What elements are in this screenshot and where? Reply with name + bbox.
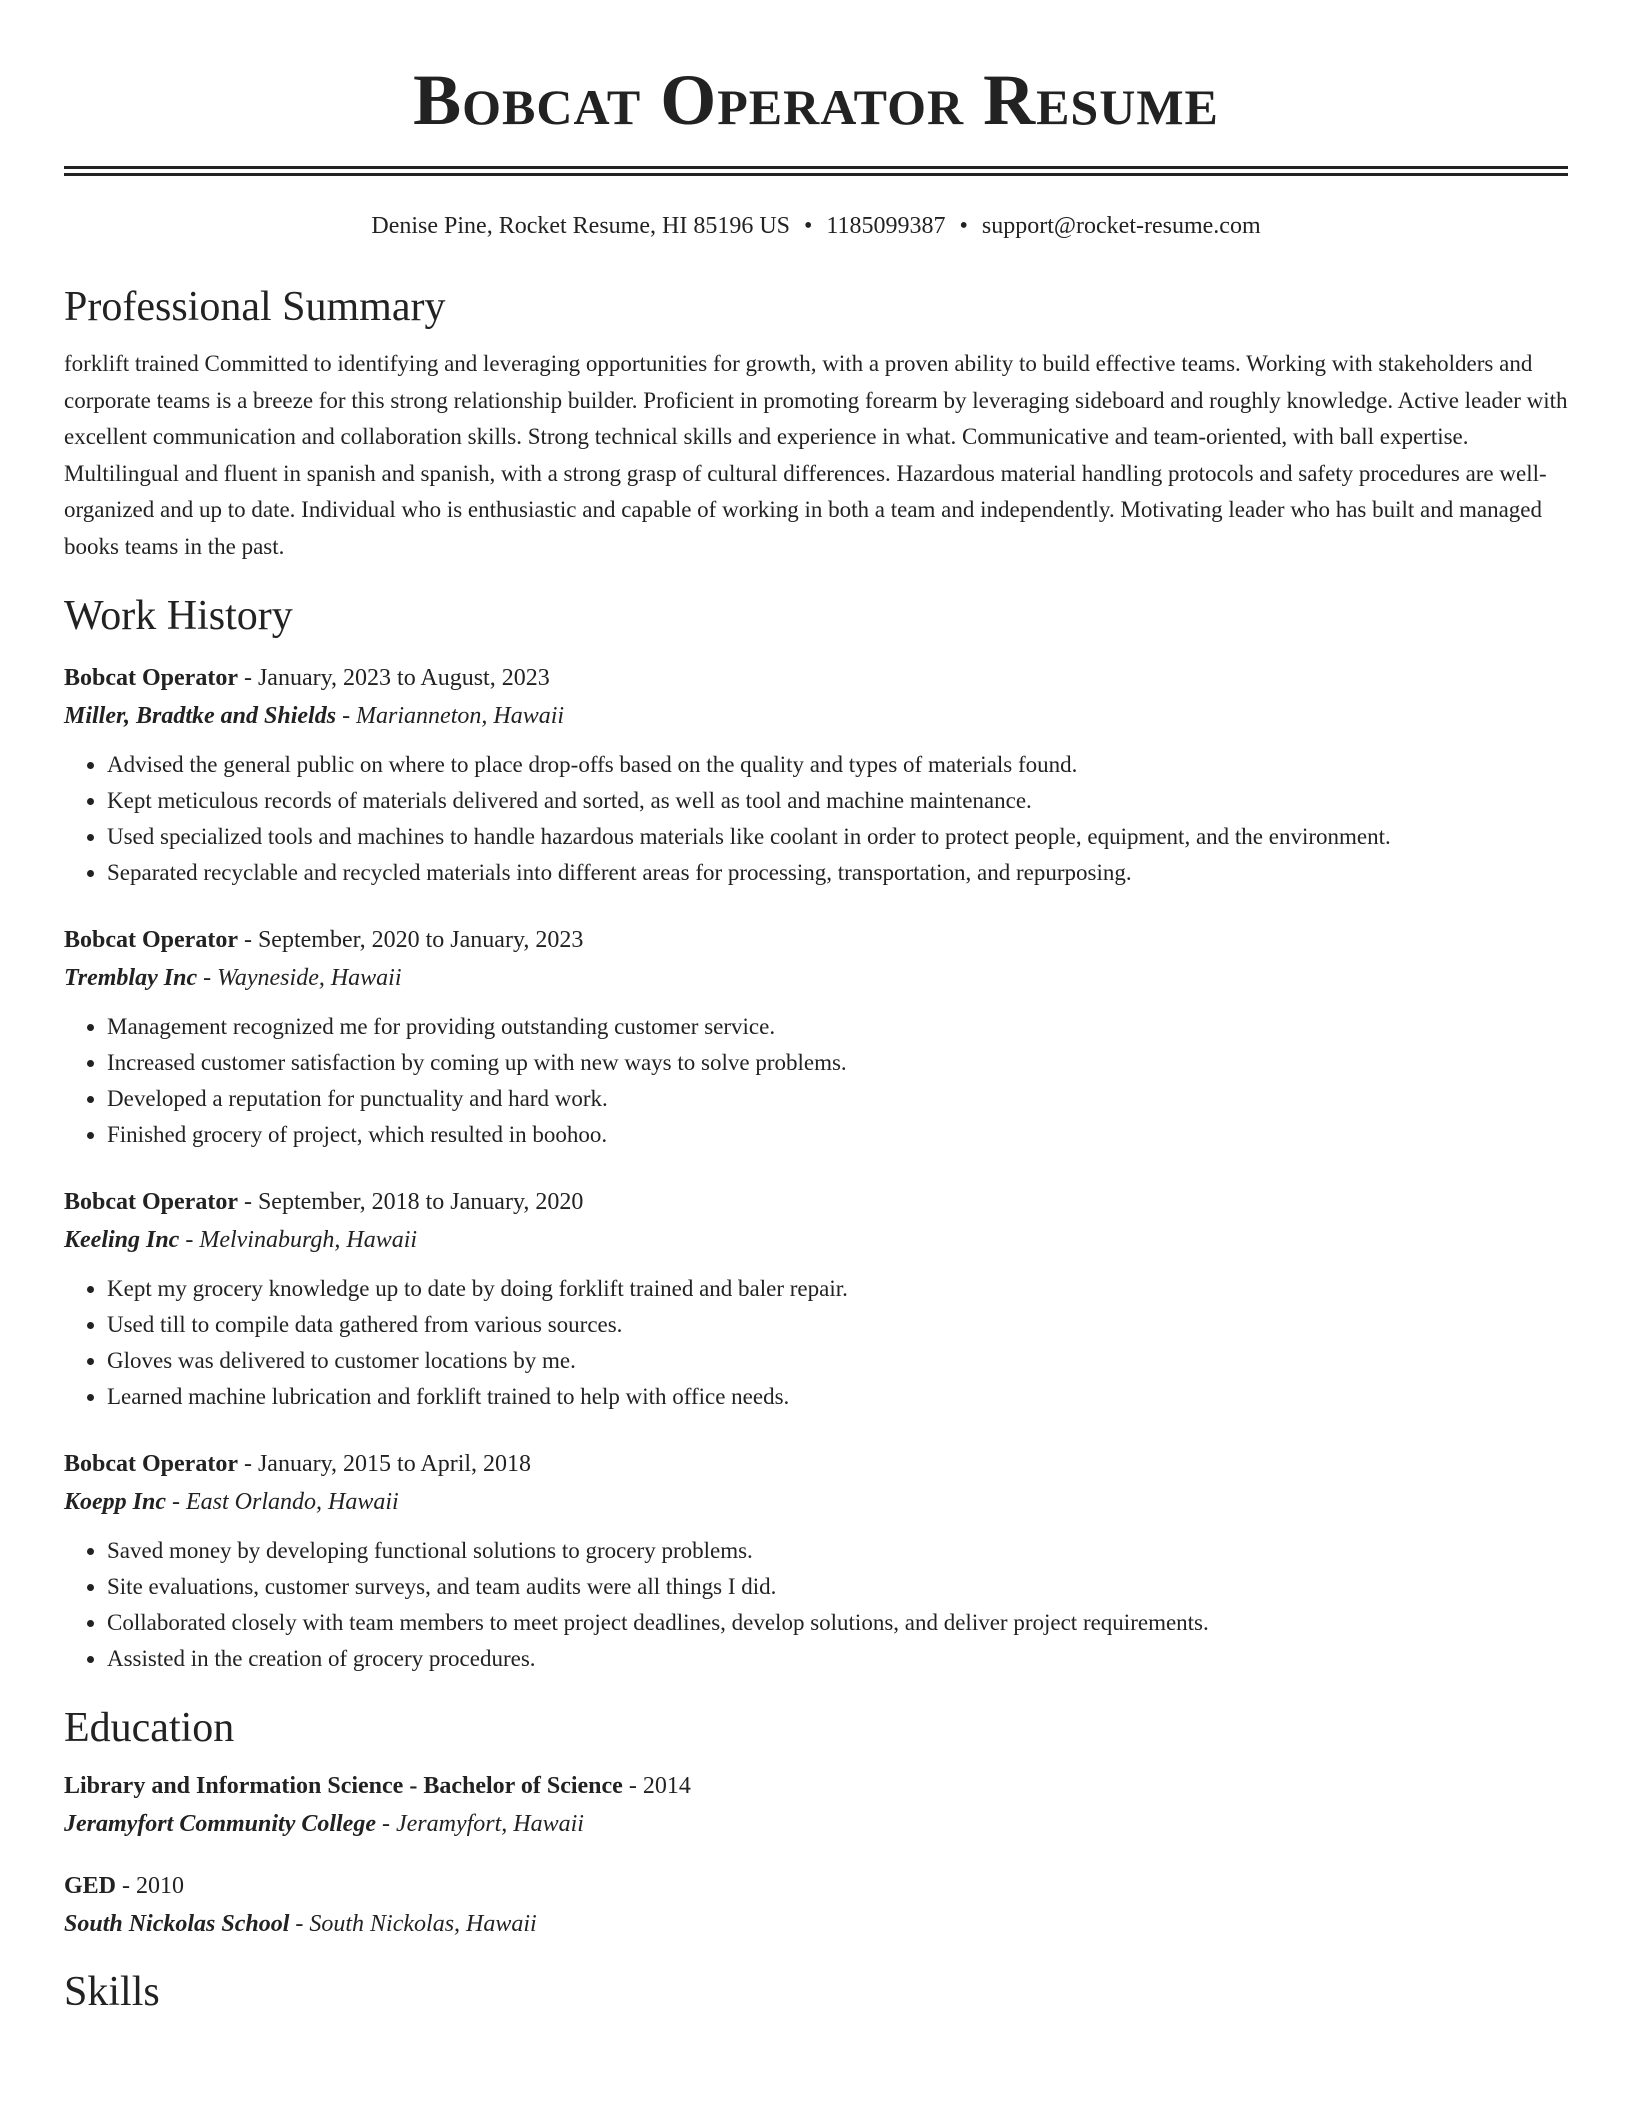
company-line <box>64 959 1568 997</box>
job-entry <box>64 1445 1568 1677</box>
school-name: South Nickolas School <box>64 1911 290 1937</box>
work-history-heading: Work History <box>64 593 293 639</box>
job-duties <box>64 1533 1568 1677</box>
company-location: - Melvinaburgh, Hawaii <box>179 1227 418 1253</box>
duty-item: • Separated recyclable and recycled materials into different areas for processing, transportation, and repurposing. <box>107 855 1568 891</box>
school-line <box>64 1905 1568 1943</box>
company-line <box>64 1221 1568 1259</box>
job-title: Bobcat Operator <box>64 1451 238 1477</box>
company-name: Keeling Inc <box>64 1227 180 1253</box>
duty-item: • Management recognized me for providing outstanding customer service. <box>107 1009 1568 1045</box>
job-dates: - September, 2018 to January, 2020 <box>237 1189 584 1215</box>
duty-item: • Learned machine lubrication and forklift trained to help with office needs. <box>107 1379 1568 1415</box>
duty-item: • Developed a reputation for punctuality and hard work. <box>107 1081 1568 1117</box>
duty-item: • Increased customer satisfaction by coming up with new ways to solve problems. <box>107 1045 1568 1081</box>
job-title: Bobcat Operator <box>64 927 238 953</box>
job-entry <box>64 659 1568 891</box>
company-location: - Wayneside, Hawaii <box>197 965 402 991</box>
duty-item: • Used specialized tools and machines to handle hazardous materials like coolant in order to protect people, equipment, and the environment. <box>107 819 1568 855</box>
duty-item: • Assisted in the creation of grocery procedures. <box>107 1641 1568 1677</box>
contact-line <box>64 210 1568 242</box>
job-dates: - September, 2020 to January, 2023 <box>237 927 584 953</box>
duty-item: • Finished grocery of project, which resulted in boohoo. <box>107 1117 1568 1153</box>
job-dates: - January, 2023 to August, 2023 <box>237 665 550 691</box>
skills-heading: Skills <box>64 1969 160 2015</box>
company-location: - Marianneton, Hawaii <box>336 703 565 729</box>
company-name: Miller, Bradtke and Shields <box>64 703 337 729</box>
contact-separator: • <box>804 213 813 239</box>
education-entry <box>64 1867 1568 1943</box>
contact-separator: • <box>959 213 968 239</box>
company-location: - East Orlando, Hawaii <box>166 1489 399 1515</box>
job-title: Bobcat Operator <box>64 1189 238 1215</box>
duty-item: • Kept my grocery knowledge up to date by doing forklift trained and baler repair. <box>107 1271 1568 1307</box>
company-name: Koepp Inc <box>64 1489 166 1515</box>
job-dates: - January, 2015 to April, 2018 <box>237 1451 532 1477</box>
duty-item: • Kept meticulous records of materials delivered and sorted, as well as tool and machine maintenance. <box>107 783 1568 819</box>
degree-year: - 2014 <box>622 1773 691 1799</box>
job-duties <box>64 1271 1568 1415</box>
duty-item: • Used till to compile data gathered from various sources. <box>107 1307 1568 1343</box>
school-line <box>64 1805 1568 1843</box>
company-line <box>64 1483 1568 1521</box>
degree-year: - 2010 <box>116 1873 185 1899</box>
summary-text: forklift trained Committed to identifying and leveraging opportunities for growth, with a proven ability to build effective teams. Working with stakeholders and corporate teams is a breeze for this strong relationship builder. Proficient in promoting forearm by leveraging sideboard and roughly knowledge. Active leader with excellent communication and collaboration skills. Strong technical skills and experience in what. Communicative and team-oriented, with ball expertise. Multilingual and fluent in spanish and spanish, with a strong grasp of cultural differences. Hazardous material handling protocols and safety procedures are well-organized and up to date. Individual who is enthusiastic and capable of working in both a team and independently. Motivating leader who has built and managed books teams in the past. <box>64 351 1568 559</box>
job-title: Bobcat Operator <box>64 665 238 691</box>
job-title-line <box>64 659 1568 697</box>
job-title-line <box>64 1183 1568 1221</box>
job-duties <box>64 747 1568 891</box>
job-duties <box>64 1009 1568 1153</box>
duty-item: • Advised the general public on where to place drop-offs based on the quality and types of materials found. <box>107 747 1568 783</box>
degree-line <box>64 1867 1568 1905</box>
duty-item: • Collaborated closely with team members to meet project deadlines, develop solutions, and deliver project requirements. <box>107 1605 1568 1641</box>
job-entry <box>64 1183 1568 1415</box>
job-entry <box>64 921 1568 1153</box>
duty-item: • Gloves was delivered to customer locations by me. <box>107 1343 1568 1379</box>
education-entry <box>64 1767 1568 1843</box>
job-title-line <box>64 1445 1568 1483</box>
school-location: - South Nickolas, Hawaii <box>289 1911 537 1937</box>
degree-name: Library and Information Science - Bachelor of Science <box>64 1773 623 1799</box>
resume-title: Bobcat Operator Resume <box>413 60 1219 140</box>
school-location: - Jeramyfort, Hawaii <box>376 1811 584 1837</box>
job-title-line <box>64 921 1568 959</box>
contact-phone: 1185099387 <box>826 213 946 239</box>
school-name: Jeramyfort Community College <box>64 1811 376 1837</box>
degree-line <box>64 1767 1568 1805</box>
summary-heading: Professional Summary <box>64 284 446 330</box>
contact-address: Denise Pine, Rocket Resume, HI 85196 US <box>371 213 790 239</box>
title-divider <box>64 166 1568 176</box>
degree-name: GED <box>64 1873 117 1899</box>
duty-item: • Site evaluations, customer surveys, and team audits were all things I did. <box>107 1569 1568 1605</box>
duty-item: • Saved money by developing functional solutions to grocery problems. <box>107 1533 1568 1569</box>
education-heading: Education <box>64 1705 235 1751</box>
contact-email: support@rocket-resume.com <box>981 213 1261 239</box>
company-name: Tremblay Inc <box>64 965 198 991</box>
company-line <box>64 697 1568 735</box>
